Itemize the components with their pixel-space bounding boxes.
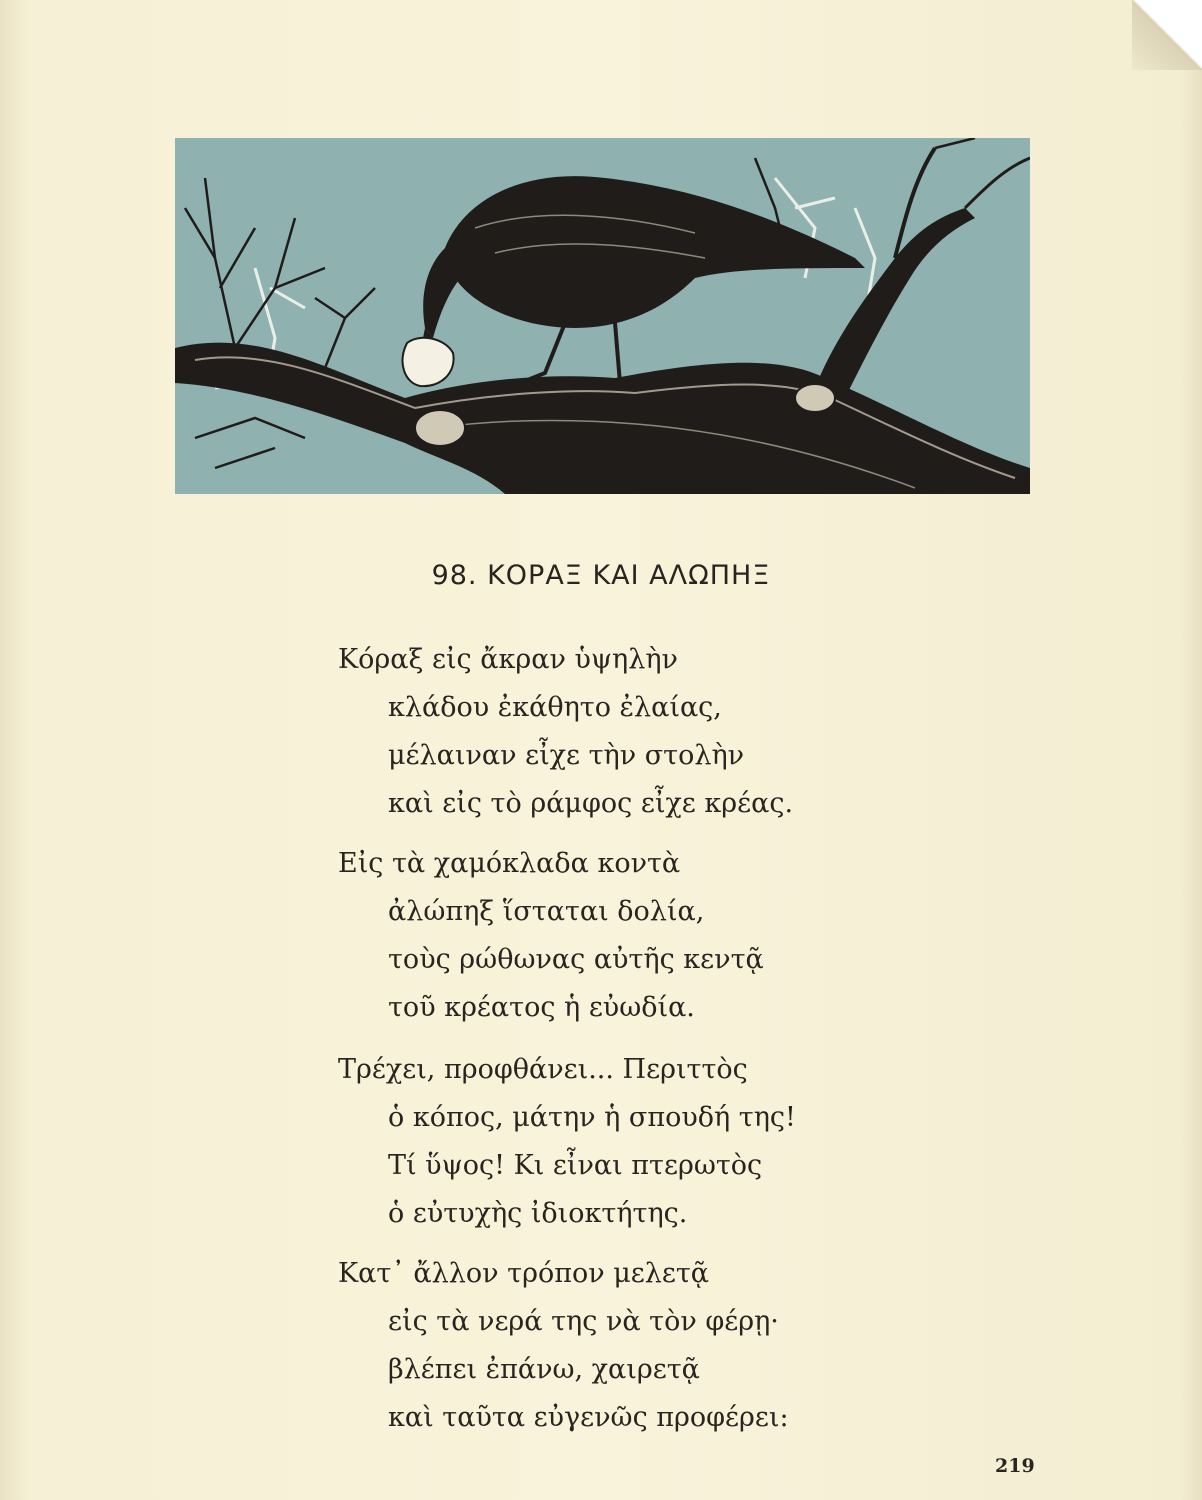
verse-line: ὁ εὐτυχὴς ἰδιοκτήτης. xyxy=(388,1198,688,1229)
poem-title: 98. ΚΟΡΑΞ ΚΑΙ ΑΛΩΠΗΞ xyxy=(431,560,771,591)
verse-line: Τρέχει, προφθάνει... Περιττὸς xyxy=(338,1054,748,1085)
page-number: 219 xyxy=(995,1455,1035,1477)
verse-line: ὁ κόπος, μάτην ἡ σπουδή της! xyxy=(388,1102,796,1133)
verse-line: τοὺς ρώθωνας αὐτῆς κεντᾷ xyxy=(388,944,764,975)
verse-line: Εἰς τὰ χαμόκλαδα κοντὰ xyxy=(338,848,681,879)
verse-line: Κόραξ εἰς ἄκραν ὑψηλὴν xyxy=(338,644,678,675)
verse-line: μέλαιναν εἶχε τὴν στολὴν xyxy=(388,740,745,771)
stanza-3 xyxy=(338,1046,796,1238)
verse-line: βλέπει ἐπάνω, χαιρετᾷ xyxy=(388,1354,700,1385)
verse-line: Τί ὕψος! Κι εἶναι πτερωτὸς xyxy=(388,1150,763,1181)
stanza-2 xyxy=(338,840,764,1032)
verse-line: καὶ ταῦτα εὐγενῶς προφέρει: xyxy=(388,1402,789,1433)
verse-line: ἀλώπηξ ἵσταται δολία, xyxy=(388,896,705,927)
stanza-4 xyxy=(338,1250,789,1442)
verse-line: εἰς τὰ νερά της νὰ τὸν φέρῃ· xyxy=(388,1306,779,1337)
crow-on-branch-illustration xyxy=(175,138,1030,494)
stanza-1 xyxy=(338,636,793,828)
verse-line: τοῦ κρέατος ἡ εὐωδία. xyxy=(388,992,695,1023)
page-corner-fold xyxy=(1132,0,1202,70)
verse-line: καὶ εἰς τὸ ράμφος εἶχε κρέας. xyxy=(388,788,794,819)
verse-line: Κατ᾽ ἄλλον τρόπον μελετᾷ xyxy=(338,1258,709,1289)
verse-line: κλάδου ἐκάθητο ἐλαίας, xyxy=(388,692,722,723)
